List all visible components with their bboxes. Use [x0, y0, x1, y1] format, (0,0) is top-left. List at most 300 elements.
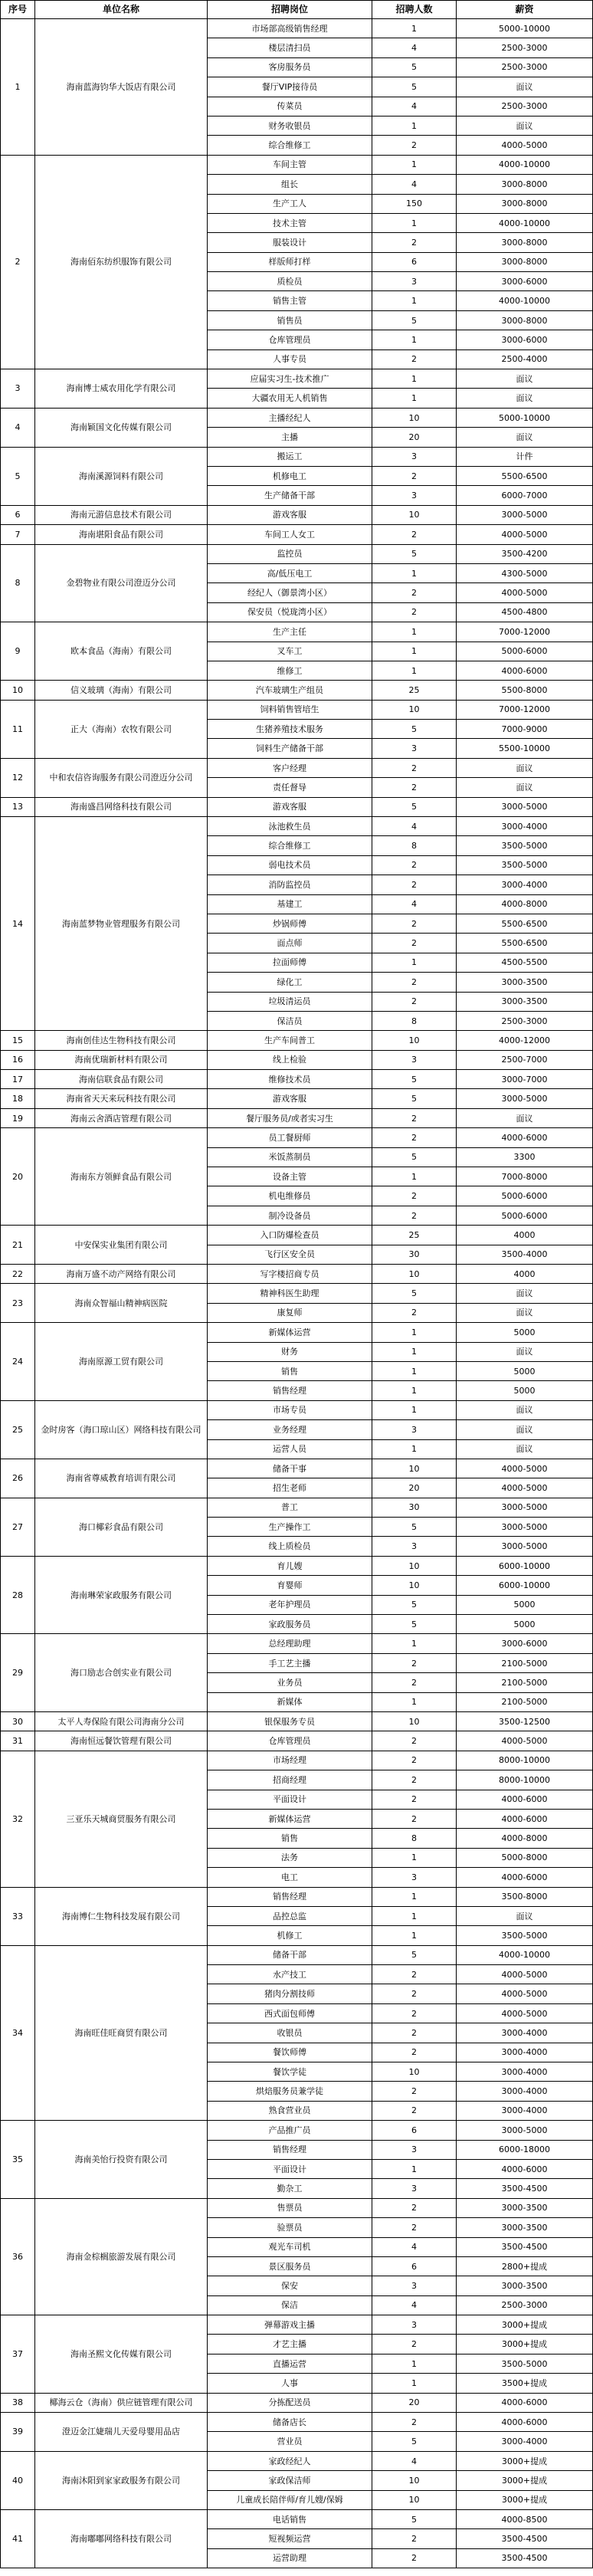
hiring-count: 1 — [372, 642, 457, 661]
hiring-count: 6 — [372, 2256, 457, 2276]
hiring-count: 10 — [372, 1265, 457, 1284]
position-title: 主播 — [208, 428, 372, 447]
row-number: 24 — [1, 1323, 35, 1401]
salary: 3000-8000 — [457, 310, 593, 330]
table-row — [1, 2121, 593, 2140]
hiring-count: 1 — [372, 953, 457, 972]
company-name: 海南云舍酒店管理有限公司 — [35, 1108, 208, 1127]
hiring-count: 3 — [372, 2276, 457, 2295]
salary: 7000-8000 — [457, 1167, 593, 1186]
row-number: 19 — [1, 1108, 35, 1127]
company-name: 海南琳荣家政服务有限公司 — [35, 1556, 208, 1634]
position-title: 市场专员 — [208, 1400, 372, 1419]
salary: 6000-18000 — [457, 2140, 593, 2159]
hiring-count: 2 — [372, 1965, 457, 1984]
hiring-count: 1 — [372, 389, 457, 408]
position-title: 员工餐厨师 — [208, 1128, 372, 1147]
hiring-count: 5 — [372, 1147, 457, 1167]
company-name: 金时房客（海口琼山区）网络科技有限公司 — [35, 1400, 208, 1459]
salary: 3000-8000 — [457, 233, 593, 252]
position-title: 销售 — [208, 1829, 372, 1848]
salary: 面议 — [457, 1420, 593, 1439]
row-number: 20 — [1, 1128, 35, 1226]
hiring-count: 1 — [372, 116, 457, 135]
table-row — [1, 505, 593, 524]
row-number: 33 — [1, 1887, 35, 1945]
company-name: 海南恒远餐饮管理有限公司 — [35, 1731, 208, 1751]
position-title: 应届实习生-技术推广 — [208, 369, 372, 389]
hiring-count: 2 — [372, 1206, 457, 1225]
hiring-count: 150 — [372, 194, 457, 213]
salary: 4000-8500 — [457, 2510, 593, 2529]
salary: 5000-8000 — [457, 1848, 593, 1867]
salary: 5500-8000 — [457, 681, 593, 700]
salary: 面议 — [457, 389, 593, 408]
hiring-count: 5 — [372, 1284, 457, 1303]
hiring-count: 10 — [372, 700, 457, 719]
company-name: 海南金棕榈旅游发展有限公司 — [35, 2198, 208, 2315]
salary: 4000 — [457, 1226, 593, 1245]
hiring-count: 1 — [372, 1167, 457, 1186]
hiring-count: 2 — [372, 2198, 457, 2217]
salary: 5500-10000 — [457, 739, 593, 758]
hiring-count: 3 — [372, 272, 457, 291]
salary: 2500-3000 — [457, 1011, 593, 1030]
position-title: 生产操作工 — [208, 1518, 372, 1537]
table-row — [1, 622, 593, 642]
salary: 4000-10000 — [457, 155, 593, 174]
salary: 4000-10000 — [457, 213, 593, 232]
row-number: 5 — [1, 447, 35, 505]
hiring-count: 5 — [372, 1089, 457, 1108]
hiring-count: 2 — [372, 525, 457, 544]
position-title: 仓库管理员 — [208, 1731, 372, 1751]
position-title: 运营助理 — [208, 2548, 372, 2568]
position-title: 写字楼招商专员 — [208, 1265, 372, 1284]
position-title: 弱电技术员 — [208, 855, 372, 875]
company-name: 海南万盛不动产网络有限公司 — [35, 1265, 208, 1284]
salary: 面议 — [457, 1342, 593, 1361]
position-title: 餐饮学徒 — [208, 2062, 372, 2082]
position-title: 人事 — [208, 2374, 372, 2393]
table-row — [1, 1128, 593, 1147]
hiring-count: 3 — [372, 1537, 457, 1556]
hiring-count: 5 — [372, 1070, 457, 1089]
row-number: 26 — [1, 1459, 35, 1498]
table-row — [1, 1323, 593, 1342]
position-title: 景区服务员 — [208, 2256, 372, 2276]
table-row — [1, 1265, 593, 1284]
row-number: 30 — [1, 1711, 35, 1731]
salary: 3500-4000 — [457, 1245, 593, 1264]
position-title: 样版师打样 — [208, 252, 372, 271]
salary: 3000+提成 — [457, 2315, 593, 2335]
hiring-count: 2 — [372, 1751, 457, 1770]
header-company: 单位名称 — [35, 1, 208, 19]
position-title: 手工艺主播 — [208, 1653, 372, 1672]
position-title: 游戏客服 — [208, 505, 372, 524]
company-name: 海南堪阳食品有限公司 — [35, 525, 208, 544]
position-title: 储备干事 — [208, 1459, 372, 1478]
position-title: 品控总监 — [208, 1906, 372, 1925]
salary: 3000-5000 — [457, 1518, 593, 1537]
table-row — [1, 1634, 593, 1653]
position-title: 主播经纪人 — [208, 408, 372, 427]
hiring-count: 4 — [372, 2295, 457, 2315]
hiring-count: 20 — [372, 428, 457, 447]
position-title: 水产技工 — [208, 1965, 372, 1984]
salary: 面议 — [457, 428, 593, 447]
salary: 面议 — [457, 1400, 593, 1419]
hiring-count: 4 — [372, 2451, 457, 2470]
position-title: 银保服务专员 — [208, 1711, 372, 1731]
salary: 4000-6000 — [457, 2413, 593, 2432]
position-title: 泳池救生员 — [208, 817, 372, 836]
position-title: 电话销售 — [208, 2510, 372, 2529]
position-title: 生产储备干部 — [208, 486, 372, 505]
hiring-count: 1 — [372, 1323, 457, 1342]
position-title: 招生老师 — [208, 1478, 372, 1498]
position-title: 楼层清扫员 — [208, 38, 372, 57]
table-row — [1, 1751, 593, 1770]
table-row — [1, 544, 593, 563]
hiring-count: 5 — [372, 310, 457, 330]
salary: 3000-6000 — [457, 1634, 593, 1653]
salary: 3000-4000 — [457, 2082, 593, 2101]
hiring-count: 5 — [372, 1945, 457, 1964]
salary: 3000-4000 — [457, 2043, 593, 2062]
salary: 4000-8000 — [457, 894, 593, 914]
hiring-count: 1 — [372, 661, 457, 680]
position-title: 入口防爆检查员 — [208, 1226, 372, 1245]
table-row — [1, 700, 593, 719]
hiring-count: 10 — [372, 408, 457, 427]
salary: 面议 — [457, 369, 593, 389]
salary: 5500-6500 — [457, 934, 593, 953]
row-number: 13 — [1, 797, 35, 816]
hiring-count: 1 — [372, 1361, 457, 1380]
salary: 3500-4500 — [457, 2529, 593, 2548]
salary: 5000-6000 — [457, 642, 593, 661]
salary: 3000-5000 — [457, 1089, 593, 1108]
row-number: 16 — [1, 1050, 35, 1069]
hiring-count: 1 — [372, 330, 457, 349]
position-title: 老年护理员 — [208, 1595, 372, 1614]
hiring-count: 30 — [372, 1498, 457, 1517]
salary: 面议 — [457, 1108, 593, 1127]
salary: 4000-5000 — [457, 1459, 593, 1478]
company-name: 海南优瑞新材料有限公司 — [35, 1050, 208, 1069]
position-title: 业务经理 — [208, 1420, 372, 1439]
position-title: 新媒体运营 — [208, 1809, 372, 1828]
position-title: 汽车玻璃生产组员 — [208, 681, 372, 700]
salary: 2500-3000 — [457, 97, 593, 116]
position-title: 新媒体 — [208, 1692, 372, 1711]
position-title: 市场经理 — [208, 1751, 372, 1770]
position-title: 餐饮师傅 — [208, 2043, 372, 2062]
row-number: 1 — [1, 19, 35, 156]
salary: 4000-12000 — [457, 1031, 593, 1050]
salary: 4000-6000 — [457, 1790, 593, 1809]
company-name: 海南圣熙文化传媒有限公司 — [35, 2315, 208, 2394]
hiring-count: 2 — [372, 233, 457, 252]
company-name: 海南沐阳到家家政服务有限公司 — [35, 2451, 208, 2509]
row-number: 4 — [1, 408, 35, 447]
position-title: 储备店长 — [208, 2413, 372, 2432]
hiring-count: 5 — [372, 2510, 457, 2529]
salary: 3500-5000 — [457, 1926, 593, 1945]
position-title: 生产工人 — [208, 194, 372, 213]
row-number: 28 — [1, 1556, 35, 1634]
table-row — [1, 1031, 593, 1050]
hiring-count: 1 — [372, 1634, 457, 1653]
salary: 面议 — [457, 1906, 593, 1925]
salary: 面议 — [457, 77, 593, 97]
position-title: 储备干部 — [208, 1945, 372, 1964]
company-name: 金碧物业有限公司澄迈分公司 — [35, 544, 208, 622]
position-title: 组长 — [208, 175, 372, 194]
table-row — [1, 1556, 593, 1575]
position-title: 炒锅师傅 — [208, 914, 372, 933]
table-row — [1, 1108, 593, 1127]
hiring-count: 5 — [372, 1595, 457, 1614]
position-title: 叉车工 — [208, 642, 372, 661]
hiring-count: 1 — [372, 1400, 457, 1419]
salary: 4000-10000 — [457, 291, 593, 310]
table-body — [1, 19, 593, 2568]
position-title: 儿童成长陪伴师/育儿嫂/保姆 — [208, 2490, 372, 2509]
row-number: 41 — [1, 2510, 35, 2568]
header-position: 招聘岗位 — [208, 1, 372, 19]
company-name: 太平人寿保险有限公司海南分公司 — [35, 1711, 208, 1731]
position-title: 线上质检员 — [208, 1537, 372, 1556]
salary: 2500-3000 — [457, 57, 593, 77]
position-title: 保洁员 — [208, 1011, 372, 1030]
position-title: 收银员 — [208, 2023, 372, 2043]
hiring-count: 2 — [372, 2218, 457, 2237]
position-title: 设备主管 — [208, 1167, 372, 1186]
salary: 4000-6000 — [457, 2393, 593, 2412]
position-title: 销售 — [208, 1361, 372, 1380]
hiring-count: 5 — [372, 544, 457, 563]
salary: 3000-4000 — [457, 2062, 593, 2082]
salary: 计件 — [457, 447, 593, 466]
hiring-count: 10 — [372, 1711, 457, 1731]
position-title: 保安员（悦珑湾小区） — [208, 602, 372, 622]
hiring-count: 2 — [372, 136, 457, 155]
table-row — [1, 155, 593, 174]
salary: 3000-4000 — [457, 2101, 593, 2120]
hiring-count: 10 — [372, 1459, 457, 1478]
hiring-count: 3 — [372, 2179, 457, 2198]
position-title: 游戏客服 — [208, 1089, 372, 1108]
table-row — [1, 2393, 593, 2412]
table-row — [1, 2510, 593, 2529]
salary: 2500-4000 — [457, 349, 593, 369]
hiring-count: 1 — [372, 1439, 457, 1459]
position-title: 传菜员 — [208, 97, 372, 116]
position-title: 烘焙服务员兼学徒 — [208, 2082, 372, 2101]
hiring-count: 1 — [372, 155, 457, 174]
hiring-count: 1 — [372, 1887, 457, 1906]
position-title: 市场部高级销售经理 — [208, 19, 372, 38]
row-number: 32 — [1, 1751, 35, 1887]
salary: 3500-5000 — [457, 2354, 593, 2373]
position-title: 猪肉分割技师 — [208, 1984, 372, 2003]
position-title: 机修电工 — [208, 466, 372, 485]
position-title: 平面设计 — [208, 1790, 372, 1809]
hiring-count: 1 — [372, 369, 457, 389]
position-title: 基建工 — [208, 894, 372, 914]
row-number: 27 — [1, 1498, 35, 1556]
position-title: 总经理助理 — [208, 1634, 372, 1653]
position-title: 勤杂工 — [208, 2179, 372, 2198]
table-row — [1, 817, 593, 836]
company-name: 三亚乐天城商贸服务有限公司 — [35, 1751, 208, 1887]
salary: 4500-5500 — [457, 953, 593, 972]
table-row — [1, 1400, 593, 1419]
salary: 4000-6000 — [457, 1128, 593, 1147]
hiring-count: 2 — [372, 1128, 457, 1147]
row-number: 29 — [1, 1634, 35, 1712]
row-number: 2 — [1, 155, 35, 369]
salary: 2500-3000 — [457, 2295, 593, 2315]
position-title: 仓库管理员 — [208, 330, 372, 349]
hiring-count: 3 — [372, 1050, 457, 1069]
row-number: 39 — [1, 2413, 35, 2452]
salary: 5000 — [457, 1323, 593, 1342]
salary: 4000-5000 — [457, 1984, 593, 2003]
hiring-count: 2 — [372, 1303, 457, 1322]
position-title: 生猪养殖技术服务 — [208, 720, 372, 739]
hiring-count: 25 — [372, 1226, 457, 1245]
position-title: 销售经理 — [208, 2140, 372, 2159]
table-row — [1, 1945, 593, 1964]
hiring-count: 1 — [372, 19, 457, 38]
hiring-count: 3 — [372, 447, 457, 466]
hiring-count: 2 — [372, 1731, 457, 1751]
row-number: 22 — [1, 1265, 35, 1284]
hiring-count: 3 — [372, 739, 457, 758]
hiring-count: 2 — [372, 1653, 457, 1672]
hiring-count: 6 — [372, 252, 457, 271]
position-title: 销售员 — [208, 310, 372, 330]
salary: 5000-6000 — [457, 1186, 593, 1206]
hiring-count: 2 — [372, 1809, 457, 1828]
salary: 面议 — [457, 778, 593, 797]
table-row — [1, 447, 593, 466]
row-number: 31 — [1, 1731, 35, 1751]
position-title: 运营人员 — [208, 1439, 372, 1459]
salary: 4000-5000 — [457, 2003, 593, 2023]
salary: 面议 — [457, 758, 593, 777]
company-name: 海南信联食品有限公司 — [35, 1070, 208, 1089]
row-number: 8 — [1, 544, 35, 622]
salary: 5000 — [457, 1595, 593, 1614]
hiring-count: 2 — [372, 2082, 457, 2101]
hiring-count: 2 — [372, 758, 457, 777]
salary: 4000-6000 — [457, 1868, 593, 1887]
table-row — [1, 1731, 593, 1751]
company-name: 海南东方领鲜食品有限公司 — [35, 1128, 208, 1226]
position-title: 绿化工 — [208, 973, 372, 992]
salary: 3000-5000 — [457, 797, 593, 816]
company-name: 中和农信咨询服务有限公司澄迈分公司 — [35, 758, 208, 797]
company-name: 海南元游信息技术有限公司 — [35, 505, 208, 524]
hiring-count: 2 — [372, 973, 457, 992]
hiring-count: 4 — [372, 97, 457, 116]
position-title: 餐厅服务员/或者实习生 — [208, 1108, 372, 1127]
position-title: 饲料销售管培生 — [208, 700, 372, 719]
position-title: 销售主管 — [208, 291, 372, 310]
salary: 3000-3500 — [457, 992, 593, 1011]
salary: 6000-10000 — [457, 1576, 593, 1595]
salary: 6000-7000 — [457, 486, 593, 505]
position-title: 车间工人女工 — [208, 525, 372, 544]
position-title: 观光车司机 — [208, 2237, 372, 2256]
salary: 4000-6000 — [457, 1809, 593, 1828]
position-title: 短视频运营 — [208, 2529, 372, 2548]
position-title: 制冷设备员 — [208, 1206, 372, 1225]
table-row — [1, 1284, 593, 1303]
salary: 2100-5000 — [457, 1653, 593, 1672]
company-name: 欧本食品（海南）有限公司 — [35, 622, 208, 681]
hiring-count: 2 — [372, 855, 457, 875]
table-row — [1, 1070, 593, 1089]
hiring-count: 2 — [372, 2101, 457, 2120]
table-row — [1, 1459, 593, 1478]
hiring-count: 5 — [372, 1615, 457, 1634]
table-row — [1, 1711, 593, 1731]
row-number: 34 — [1, 1945, 35, 2121]
hiring-count: 30 — [372, 1245, 457, 1264]
table-row — [1, 2451, 593, 2470]
salary: 5500-6500 — [457, 914, 593, 933]
salary: 2500-3000 — [457, 38, 593, 57]
position-title: 米饭蒸制员 — [208, 1147, 372, 1167]
position-title: 综合维修工 — [208, 136, 372, 155]
hiring-count: 2 — [372, 934, 457, 953]
table-row — [1, 1498, 593, 1517]
position-title: 家政经纪人 — [208, 2451, 372, 2470]
position-title: 线上检验 — [208, 1050, 372, 1069]
company-name: 海南佰东纺织服饰有限公司 — [35, 155, 208, 369]
company-name: 海南原源工贸有限公司 — [35, 1323, 208, 1401]
table-row — [1, 1089, 593, 1108]
company-name: 海南省尊威教育培训有限公司 — [35, 1459, 208, 1498]
company-name: 信义玻璃（海南）有限公司 — [35, 681, 208, 700]
salary: 3000-3500 — [457, 2218, 593, 2237]
company-name: 海南创佳达生物科技有限公司 — [35, 1031, 208, 1050]
hiring-count: 3 — [372, 1420, 457, 1439]
hiring-count: 8 — [372, 1829, 457, 1848]
salary: 2500-7000 — [457, 1050, 593, 1069]
salary: 8000-10000 — [457, 1751, 593, 1770]
table-row — [1, 2315, 593, 2335]
position-title: 家政服务员 — [208, 1615, 372, 1634]
company-name: 海南美怡行投资有限公司 — [35, 2121, 208, 2199]
row-number: 15 — [1, 1031, 35, 1050]
salary: 3500-5000 — [457, 836, 593, 855]
salary: 4300-5000 — [457, 563, 593, 582]
position-title: 新媒体运营 — [208, 1323, 372, 1342]
hiring-count: 1 — [372, 1692, 457, 1711]
salary: 3000-3500 — [457, 973, 593, 992]
position-title: 分拣配送员 — [208, 2393, 372, 2412]
position-title: 营业员 — [208, 2432, 372, 2451]
company-name: 海南颖国文化传媒有限公司 — [35, 408, 208, 447]
salary: 8000-10000 — [457, 1770, 593, 1790]
